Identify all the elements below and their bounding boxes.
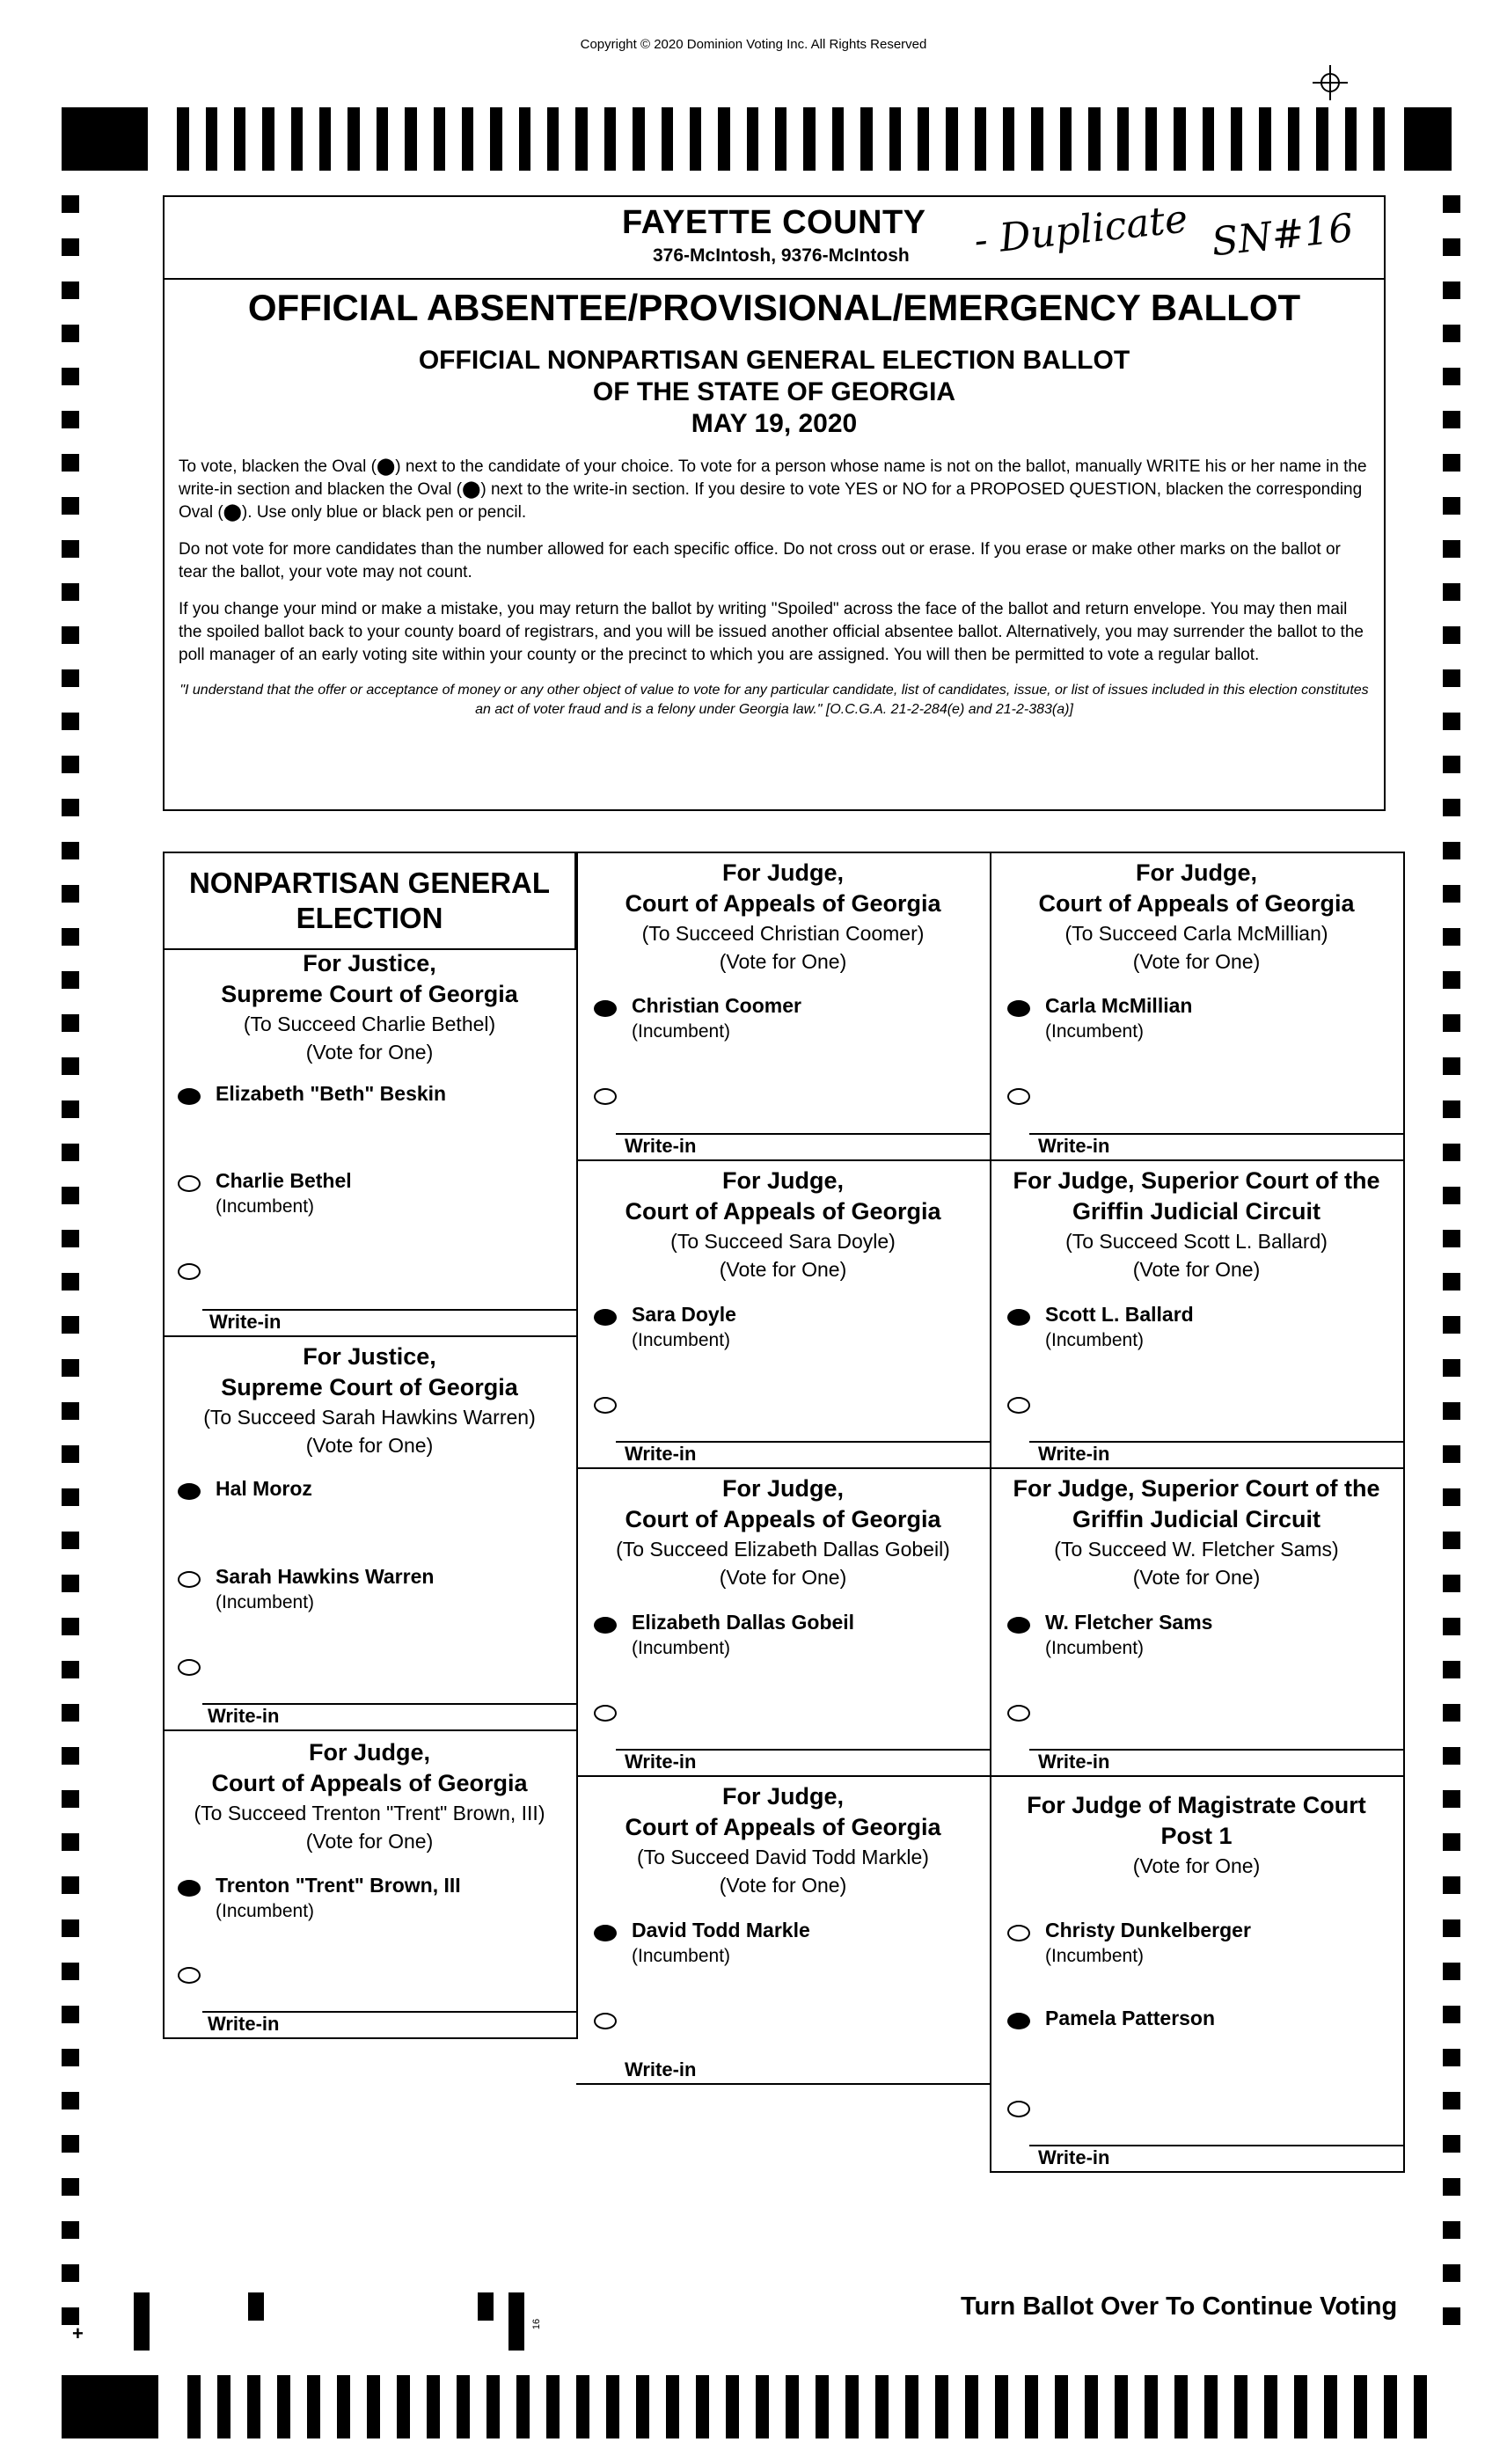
write-in-line[interactable] [1029, 1749, 1403, 1751]
ballot-type: OFFICIAL ABSENTEE/PROVISIONAL/EMERGENCY BALLOT [247, 287, 1301, 328]
right-timing-marks [1443, 195, 1466, 2351]
write-in-label: Write-in [625, 1443, 697, 1465]
race-coa-doyle: For Judge, Court of Appeals of Georgia (To Succeed Sara Doyle) (Vote for One) [625, 1167, 941, 1281]
candidate-doyle: Sara Doyle (Incumbent) [632, 1303, 736, 1350]
write-in-oval[interactable] [594, 1088, 617, 1105]
precinct: 376-McIntosh, 9376-McIntosh [653, 245, 910, 266]
race-magistrate: For Judge of Magistrate Court Post 1 (Vote for One) [1027, 1792, 1366, 1877]
write-in-line[interactable] [1029, 1441, 1403, 1443]
candidate-beskin: Elizabeth "Beth" Beskin [216, 1082, 447, 1105]
vote-oval-markle[interactable] [594, 1925, 617, 1941]
vote-oval-dunkelberger[interactable] [1007, 1925, 1030, 1941]
write-in-oval[interactable] [1007, 1397, 1030, 1414]
left-timing-marks [62, 195, 84, 2351]
election-title: OFFICIAL NONPARTISAN GENERAL ELECTION BALLOT [418, 346, 1130, 375]
candidate-warren: Sarah Hawkins Warren (Incumbent) [216, 1565, 435, 1612]
vote-oval-sams[interactable] [1007, 1617, 1030, 1634]
candidate-sams: W. Fletcher Sams (Incumbent) [1045, 1611, 1213, 1658]
write-in-label: Write-in [625, 2058, 697, 2080]
registration-target-icon [1311, 63, 1350, 102]
top-timing-marks [62, 107, 1452, 171]
race-sup-ballard: For Judge, Superior Court of the Griffin Judicial Circuit (To Succeed Scott L. Ballard) (Vote for One) [1013, 1167, 1380, 1281]
write-in-line[interactable] [1029, 2145, 1403, 2146]
write-in-label: Write-in [208, 2013, 280, 2035]
write-in-oval[interactable] [178, 1263, 201, 1280]
write-in-oval[interactable] [1007, 1705, 1030, 1722]
candidate-coomer: Christian Coomer (Incumbent) [632, 994, 801, 1042]
vote-oval-warren[interactable] [178, 1571, 201, 1588]
write-in-oval[interactable] [1007, 2101, 1030, 2117]
instructions-overvote: Do not vote for more candidates than the number allowed for each specific office. Do not cross out or erase. If you erase or make other marks on the ballot or tear the ballot, your vote may not count. [179, 540, 1341, 581]
vote-oval-brown[interactable] [178, 1880, 201, 1897]
race-coa-coomer: For Judge, Court of Appeals of Georgia (To Succeed Christian Coomer) (Vote for One) [625, 859, 941, 973]
race-supreme-warren: For Justice, Supreme Court of Georgia (To Succeed Sarah Hawkins Warren) (Vote for One) [203, 1343, 536, 1457]
handwritten-note: - Duplicate [972, 196, 1190, 264]
candidate-patterson: Pamela Patterson [1045, 2007, 1216, 2029]
candidate-dunkelberger: Christy Dunkelberger (Incumbent) [1045, 1919, 1251, 1966]
turn-over-notice: Turn Ballot Over To Continue Voting [961, 2292, 1398, 2321]
page-marker-number: 16 [531, 2318, 543, 2330]
race-coa-mcmillian: For Judge, Court of Appeals of Georgia (To Succeed Carla McMillian) (Vote for One) [1038, 859, 1355, 973]
election-state: OF THE STATE OF GEORGIA [592, 377, 956, 406]
vote-oval-gobeil[interactable] [594, 1617, 617, 1634]
write-in-oval[interactable] [178, 1659, 201, 1676]
write-in-line[interactable] [202, 2011, 576, 2013]
county-name: FAYETTE COUNTY [622, 204, 926, 241]
write-in-oval[interactable] [594, 2013, 617, 2029]
write-in-line[interactable] [616, 1133, 990, 1135]
instructions-spoiled: If you change your mind or make a mistake, you may return the ballot by writing "Spoiled" across the face of the ballot and return envelope. You may then mail the spoiled ballot back to your county board of registrars, and you will be issued another official absentee ballot. Alternatively, you may surrender the ballot to the poll manager of an early voting site within your county or the precinct to which you are assigned. You will then be permitted to vote a regular ballot. [179, 600, 1364, 664]
section-title-box [163, 852, 576, 950]
write-in-label: Write-in [1038, 1751, 1110, 1773]
race-coa-brown: For Judge, Court of Appeals of Georgia (To Succeed Trenton "Trent" Brown, III) (Vote for One) [194, 1739, 545, 1853]
race-coa-gobeil: For Judge, Court of Appeals of Georgia (To Succeed Elizabeth Dallas Gobeil) (Vote for One) [616, 1475, 950, 1589]
bottom-timing-marks [62, 2375, 1452, 2438]
candidate-moroz: Hal Moroz [216, 1477, 312, 1500]
write-in-label: Write-in [625, 1751, 697, 1773]
write-in-oval[interactable] [1007, 1088, 1030, 1105]
candidate-ballard: Scott L. Ballard (Incumbent) [1045, 1303, 1194, 1350]
write-in-line[interactable] [616, 1441, 990, 1443]
write-in-oval[interactable] [594, 1705, 617, 1722]
write-in-label: Write-in [625, 1135, 697, 1157]
candidate-mcmillian: Carla McMillian (Incumbent) [1045, 994, 1193, 1042]
vote-oval-moroz[interactable] [178, 1483, 201, 1500]
legal-notice: "I understand that the offer or acceptance of money or any other object of value to vote for any particular candidate, list of candidates, issue, or list of issues included in this election constitutes an act of voter fraud and is a felony under Georgia law." [O.C.G.A. 21-2-284(e) and 21-2-383(a)] [179, 683, 1369, 717]
vote-oval-mcmillian[interactable] [1007, 1000, 1030, 1017]
write-in-line[interactable] [202, 1703, 576, 1705]
election-date: MAY 19, 2020 [691, 409, 858, 438]
candidate-gobeil: Elizabeth Dallas Gobeil (Incumbent) [632, 1611, 855, 1658]
write-in-oval[interactable] [178, 1967, 201, 1984]
vote-oval-beskin[interactable] [178, 1088, 201, 1105]
ballot-header [163, 195, 1386, 811]
write-in-label: Write-in [1038, 2146, 1110, 2168]
race-coa-markle: For Judge, Court of Appeals of Georgia (To Succeed David Todd Markle) (Vote for One) [625, 1783, 941, 1897]
write-in-line[interactable] [202, 1309, 576, 1311]
race-supreme-bethel: For Justice, Supreme Court of Georgia (To Succeed Charlie Bethel) (Vote for One) [221, 950, 518, 1064]
vote-oval-ballard[interactable] [1007, 1309, 1030, 1326]
vote-oval-bethel[interactable] [178, 1175, 201, 1192]
vote-oval-doyle[interactable] [594, 1309, 617, 1326]
vote-oval-coomer[interactable] [594, 1000, 617, 1017]
write-in-label: Write-in [208, 1705, 280, 1727]
corner-plus: + [72, 2322, 84, 2344]
handwritten-serial: SN#16 [1209, 205, 1356, 266]
candidate-markle: David Todd Markle (Incumbent) [632, 1919, 810, 1966]
race-sup-sams: For Judge, Superior Court of the Griffin Judicial Circuit (To Succeed W. Fletcher Sams) (Vote for One) [1013, 1475, 1380, 1589]
copyright-notice: Copyright © 2020 Dominion Voting Inc. All Rights Reserved [580, 37, 927, 52]
write-in-label: Write-in [209, 1311, 282, 1333]
write-in-label: Write-in [1038, 1135, 1110, 1157]
write-in-line[interactable] [616, 1749, 990, 1751]
instructions-vote: To vote, blacken the Oval (⬤) next to the candidate of your choice. To vote for a person whose name is not on the ballot, manually WRITE his or her name in the write-in section and blacken the Oval (⬤) next to the write-in section. If you desire to vote YES or NO for a PROPOSED QUESTION, blacken the corresponding Oval (⬤). Use only blue or black pen or pencil. [179, 457, 1367, 522]
write-in-oval[interactable] [594, 1397, 617, 1414]
write-in-line[interactable] [1029, 1133, 1403, 1135]
section-title: NONPARTISAN GENERAL ELECTION [188, 866, 551, 934]
write-in-label: Write-in [1038, 1443, 1110, 1465]
vote-oval-patterson[interactable] [1007, 2013, 1030, 2029]
candidate-bethel: Charlie Bethel (Incumbent) [216, 1169, 352, 1217]
candidate-brown: Trenton "Trent" Brown, III (Incumbent) [216, 1874, 461, 1921]
